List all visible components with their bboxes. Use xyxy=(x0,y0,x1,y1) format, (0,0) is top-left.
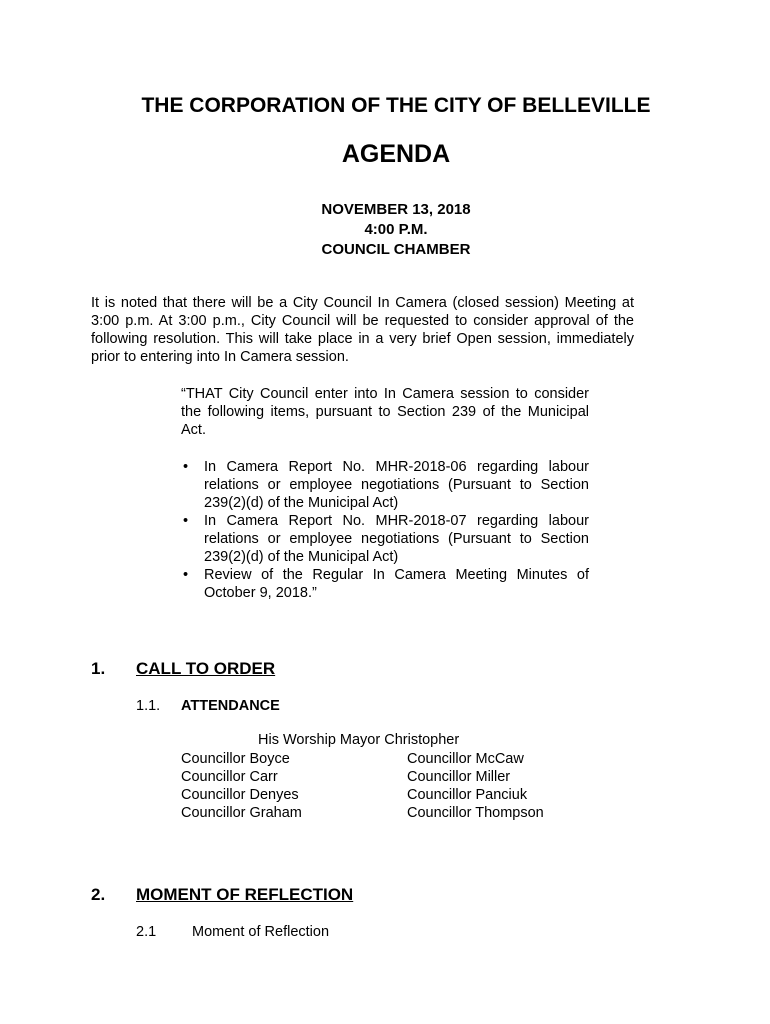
section-title-moment-of-reflection: MOMENT OF REFLECTION xyxy=(136,885,354,904)
list-item xyxy=(181,458,589,512)
list-item xyxy=(181,566,589,602)
meeting-time: 4:00 P.M. xyxy=(364,221,428,238)
list-item: Councillor Denyes xyxy=(181,787,299,803)
bullet-icon: • xyxy=(183,459,189,475)
attendee-mayor: His Worship Mayor Christopher xyxy=(258,732,460,748)
bullet-icon: • xyxy=(183,513,189,529)
section-number: 1. xyxy=(91,659,106,678)
list-item: Councillor Thompson xyxy=(407,805,544,821)
section-number: 2. xyxy=(91,885,106,904)
list-item: Councillor Miller xyxy=(407,769,511,785)
section-title-call-to-order: CALL TO ORDER xyxy=(136,659,276,678)
meeting-location: COUNCIL CHAMBER xyxy=(321,241,471,258)
list-item: Councillor Graham xyxy=(181,805,302,821)
list-item-text: In Camera Report No. MHR-2018-06 regarding labour relations or employee negotiations (Pursuant to Section 239(2)(d) of the Municipal Act) xyxy=(204,459,589,511)
motion-text: “THAT City Council enter into In Camera session to consider the following items, pursuant to Section 239 of the Municipal Act. xyxy=(181,386,589,438)
document-title: AGENDA xyxy=(341,140,451,168)
motion-items xyxy=(181,458,589,602)
meeting-details xyxy=(0,200,770,260)
intro-paragraph: It is noted that there will be a City Council In Camera (closed session) Meeting at 3:00 p.m. At 3:00 p.m., City Council will be requested to consider approval of the following resolution. This will take place in a very brief Open session, immediately prior to entering into In Camera session. xyxy=(91,295,634,365)
list-item: Councillor Panciuk xyxy=(407,787,528,803)
attendance-right-column xyxy=(407,750,544,822)
corporation-title: THE CORPORATION OF THE CITY OF BELLEVILLE xyxy=(141,94,651,117)
list-item: Councillor McCaw xyxy=(407,751,524,767)
list-item: Councillor Boyce xyxy=(181,751,290,767)
list-item-text: Review of the Regular In Camera Meeting Minutes of October 9, 2018.” xyxy=(204,567,589,601)
attendance-left-column xyxy=(181,750,302,822)
list-item: Councillor Carr xyxy=(181,769,278,785)
meeting-date: NOVEMBER 13, 2018 xyxy=(321,201,471,218)
list-item xyxy=(181,512,589,566)
subsection-title-moment-of-reflection: Moment of Reflection xyxy=(192,924,330,940)
list-item-text: In Camera Report No. MHR-2018-07 regarding labour relations or employee negotiations (Pursuant to Section 239(2)(d) of the Municipal Act) xyxy=(204,513,589,565)
subsection-title-attendance: ATTENDANCE xyxy=(181,698,280,714)
subsection-number: 1.1. xyxy=(136,698,161,714)
subsection-number: 2.1 xyxy=(136,924,157,940)
bullet-icon: • xyxy=(183,567,189,583)
